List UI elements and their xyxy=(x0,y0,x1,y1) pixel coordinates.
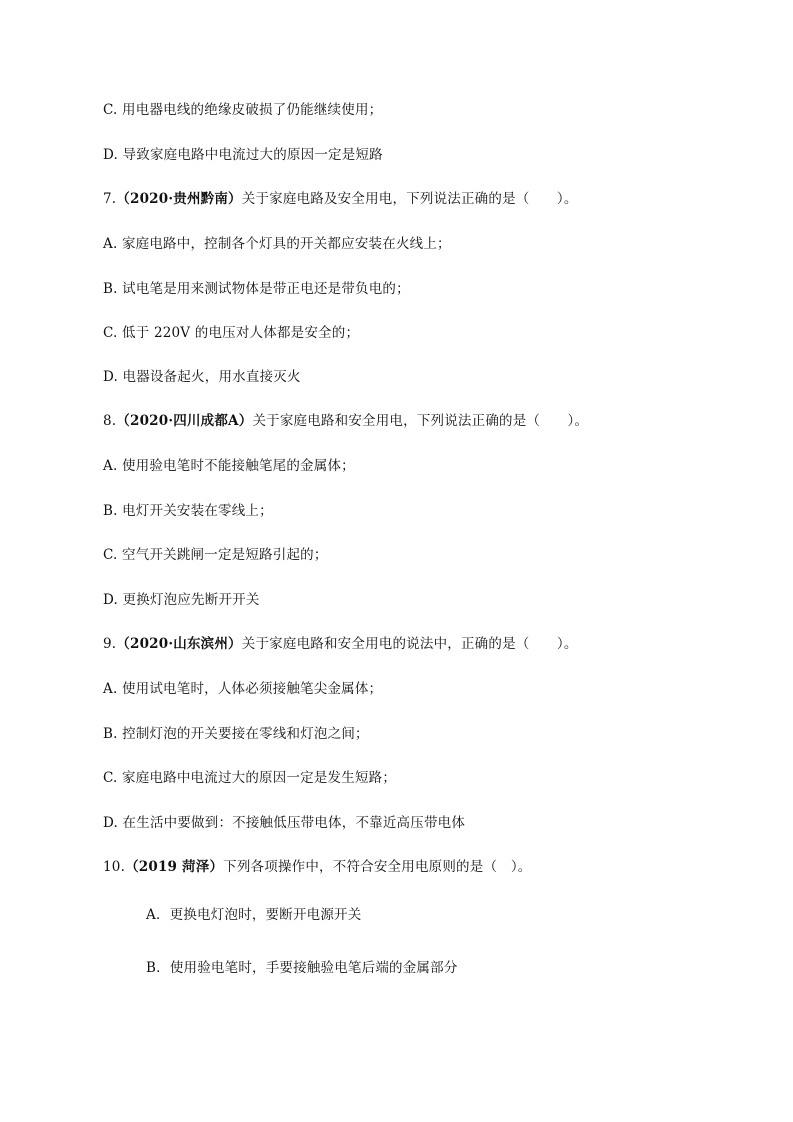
q9-option-d xyxy=(103,813,465,833)
option-text: 在生活中要做到：不接触低压带电体，不靠近高压带电体 xyxy=(122,815,466,831)
q7-option-d xyxy=(103,367,301,387)
option-letter: B. xyxy=(103,726,118,742)
question-source: （2019 菏泽） xyxy=(125,859,224,875)
option-letter: B. xyxy=(103,281,118,297)
option-letter: D. xyxy=(103,147,119,163)
question-number: 8. xyxy=(103,413,117,429)
option-letter: C. xyxy=(103,547,118,563)
q9-option-b xyxy=(103,724,369,744)
q9-option-c xyxy=(103,768,396,788)
q10-option-a xyxy=(146,905,361,925)
option-text: 试电笔是用来测试物体是带正电还是带负电的； xyxy=(122,281,410,297)
option-letter: B． xyxy=(146,960,170,976)
option-text: 用电器电线的绝缘皮破损了仍能继续使用； xyxy=(122,102,383,118)
option-letter: D. xyxy=(103,815,119,831)
q8-option-d xyxy=(103,590,260,610)
option-letter: D. xyxy=(103,592,119,608)
question-source: （2020·贵州黔南） xyxy=(116,191,242,207)
q9-option-a xyxy=(103,679,382,699)
option-text: 使用试电笔时，人体必须接触笔尖金属体； xyxy=(121,681,383,697)
q8-option-a xyxy=(103,456,355,476)
q9-stem xyxy=(103,634,578,654)
q8-stem xyxy=(103,411,588,431)
option-text: 更换电灯泡时，要断开电源开关 xyxy=(169,907,362,923)
option-text: 使用验电笔时，手要接触验电笔后端的金属部分 xyxy=(169,960,458,976)
option-letter: A． xyxy=(146,907,170,923)
option-text: 家庭电路中，控制各个灯具的开关都应安装在火线上； xyxy=(121,236,451,252)
option-letter: A. xyxy=(103,681,118,697)
option-letter: D. xyxy=(103,369,119,385)
question-source: （2020·四川成都A） xyxy=(116,413,253,429)
option-letter: C. xyxy=(103,325,118,341)
option-text: 控制灯泡的开关要接在零线和灯泡之间； xyxy=(122,726,369,742)
option-letter: A. xyxy=(103,236,118,252)
question-number: 9. xyxy=(103,636,117,652)
q8-option-b xyxy=(103,501,273,521)
q7-stem xyxy=(103,189,578,209)
question-source: （2020·山东滨州） xyxy=(116,636,242,652)
option-text: 更换灯泡应先断开开关 xyxy=(122,592,260,608)
q7-option-b xyxy=(103,279,410,299)
option-text: 电灯开关安装在零线上； xyxy=(122,503,273,519)
option-text: 使用验电笔时不能接触笔尾的金属体； xyxy=(121,458,355,474)
option-letter: B. xyxy=(103,503,118,519)
question-stem: 关于家庭电路和安全用电，下列说法正确的是（ ）。 xyxy=(252,413,589,429)
q6-option-c xyxy=(103,100,382,120)
option-text: 低于 220V 的电压对人体都是安全的； xyxy=(122,325,360,341)
question-stem: 关于家庭电路及安全用电，下列说法正确的是（ ）。 xyxy=(241,191,578,207)
q10-option-b xyxy=(146,958,458,978)
question-stem: 关于家庭电路和安全用电的说法中，正确的是（ ）。 xyxy=(241,636,578,652)
q7-option-c xyxy=(103,323,359,343)
option-text: 电器设备起火，用水直接灭火 xyxy=(122,369,301,385)
question-number: 7. xyxy=(103,191,117,207)
q6-option-d xyxy=(103,145,383,165)
option-text: 家庭电路中电流过大的原因一定是发生短路； xyxy=(122,770,397,786)
option-text: 空气开关跳闸一定是短路引起的； xyxy=(122,547,328,563)
question-number: 10. xyxy=(103,859,126,875)
q7-option-a xyxy=(103,234,451,254)
q8-option-c xyxy=(103,545,328,565)
option-text: 导致家庭电路中电流过大的原因一定是短路 xyxy=(122,147,383,163)
option-letter: A. xyxy=(103,458,118,474)
option-letter: C. xyxy=(103,770,118,786)
question-stem: 下列各项操作中，不符合安全用电原则的是（ ）。 xyxy=(223,859,532,875)
q10-stem xyxy=(103,857,532,877)
option-letter: C. xyxy=(103,102,118,118)
